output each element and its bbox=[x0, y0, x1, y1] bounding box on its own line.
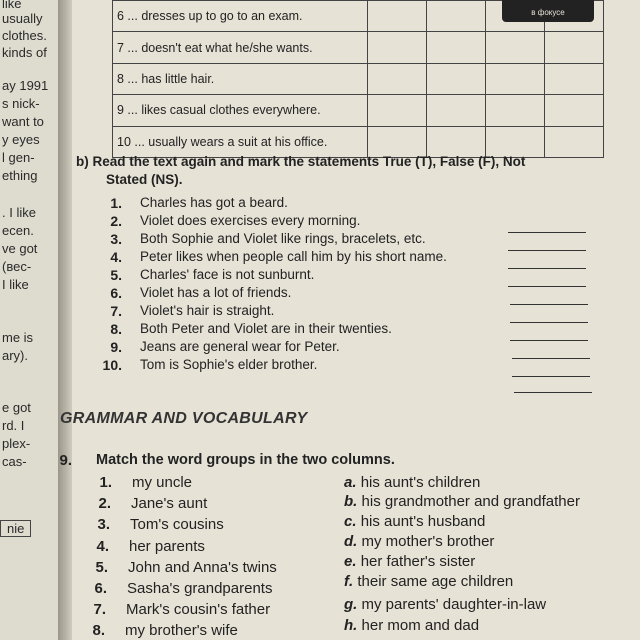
table-cell[interactable] bbox=[368, 95, 427, 126]
match-right-text: his grandmother and grandfather bbox=[361, 493, 580, 510]
answer-blank[interactable] bbox=[512, 376, 590, 377]
match-left-item: her parents bbox=[129, 538, 205, 555]
match-right-item bbox=[344, 553, 475, 570]
table-row-label: 6 ... dresses up to go to an exam. bbox=[113, 1, 368, 32]
table-cell[interactable] bbox=[545, 32, 604, 63]
match-letter: g. bbox=[344, 596, 358, 613]
left-fragment: want to bbox=[2, 114, 44, 129]
table-cell[interactable] bbox=[545, 63, 604, 94]
part-b-heading: b) Read the text again and mark the statements True (T), False (F), Not bbox=[76, 154, 526, 169]
match-letter: b. bbox=[344, 493, 358, 510]
statement-number: 9. bbox=[110, 339, 122, 355]
match-letter: c. bbox=[344, 513, 357, 530]
left-fragment: clothes. bbox=[2, 28, 47, 43]
table-cell[interactable] bbox=[486, 126, 545, 157]
left-fragment: ve got bbox=[2, 241, 38, 256]
match-right-text: his aunt's children bbox=[360, 474, 481, 491]
match-number: 1. bbox=[99, 474, 112, 491]
left-fragment: plex- bbox=[2, 436, 31, 451]
left-fragment: cas- bbox=[2, 454, 27, 469]
answer-blank[interactable] bbox=[508, 286, 586, 287]
statement-text: Charles has got a beard. bbox=[140, 195, 288, 210]
statement-text: Charles' face is not sunburnt. bbox=[140, 267, 315, 282]
match-left-item: my brother's wife bbox=[125, 622, 238, 639]
statement-text: Jeans are general wear for Peter. bbox=[140, 339, 340, 354]
left-fragment: . I like bbox=[2, 205, 36, 220]
table-cell[interactable] bbox=[427, 95, 486, 126]
answer-blank[interactable] bbox=[512, 358, 590, 359]
answer-blank[interactable] bbox=[510, 322, 588, 323]
table-cell[interactable] bbox=[368, 63, 427, 94]
answer-table bbox=[112, 0, 604, 158]
table-cell[interactable] bbox=[427, 126, 486, 157]
match-right-text: her mom and dad bbox=[361, 617, 480, 634]
left-fragment: l gen- bbox=[2, 150, 35, 165]
statement-text: Violet's hair is straight. bbox=[140, 303, 275, 318]
answer-blank[interactable] bbox=[510, 340, 588, 341]
match-right-item bbox=[344, 573, 513, 590]
match-left-item: Tom's cousins bbox=[130, 516, 224, 533]
table-row-label: 7 ... doesn't eat what he/she wants. bbox=[113, 32, 368, 63]
table-cell[interactable] bbox=[545, 126, 604, 157]
left-fragment: I like bbox=[2, 277, 29, 292]
table-cell[interactable] bbox=[368, 32, 427, 63]
match-number: 4. bbox=[96, 538, 109, 555]
section-title: GRAMMAR AND VOCABULARY bbox=[60, 410, 308, 427]
table-row-label: 9 ... likes casual clothes everywhere. bbox=[113, 95, 368, 126]
table-row-label: 8 ... has little hair. bbox=[113, 63, 368, 94]
left-fragment: rd. I bbox=[2, 418, 25, 433]
statement-text: Peter likes when people call him by his short name. bbox=[140, 249, 447, 264]
match-number: 7. bbox=[93, 601, 106, 618]
left-fragment: ething bbox=[2, 168, 38, 183]
match-right-item bbox=[344, 533, 494, 550]
left-fragment: y eyes bbox=[2, 132, 40, 147]
table-cell[interactable] bbox=[427, 32, 486, 63]
statement-text: Both Peter and Violet are in their twenties. bbox=[140, 321, 392, 336]
table-cell[interactable] bbox=[368, 1, 427, 32]
table-cell[interactable] bbox=[486, 63, 545, 94]
answer-blank[interactable] bbox=[508, 250, 586, 251]
table-cell[interactable] bbox=[545, 95, 604, 126]
match-right-text: her father's sister bbox=[360, 553, 476, 570]
match-letter: a. bbox=[344, 474, 357, 491]
left-fragment: me is bbox=[2, 330, 34, 345]
statement-number: 4. bbox=[110, 249, 122, 265]
table-cell[interactable] bbox=[427, 1, 486, 32]
match-right-item bbox=[344, 493, 580, 510]
match-right-text: their same age children bbox=[357, 573, 514, 590]
answer-blank[interactable] bbox=[514, 392, 592, 393]
answer-blank[interactable] bbox=[510, 304, 588, 305]
answer-blank[interactable] bbox=[508, 268, 586, 269]
match-right-text: my mother's brother bbox=[361, 533, 495, 550]
statement-text: Violet has a lot of friends. bbox=[140, 285, 292, 300]
match-letter: h. bbox=[344, 617, 358, 634]
match-left-item: Mark's cousin's father bbox=[126, 601, 271, 618]
statement-number: 2. bbox=[110, 213, 122, 229]
table-cell[interactable] bbox=[486, 95, 545, 126]
statement-number: 5. bbox=[110, 267, 122, 283]
match-letter: e. bbox=[344, 553, 357, 570]
match-number: 5. bbox=[95, 559, 108, 576]
exercise-number: 9. bbox=[59, 452, 72, 469]
match-right-text: my parents' daughter-in-law bbox=[361, 596, 547, 613]
statement-number: 1. bbox=[110, 195, 122, 211]
statement-number: 10. bbox=[102, 357, 122, 373]
match-letter: f. bbox=[344, 573, 354, 590]
left-fragment: nie bbox=[0, 520, 31, 537]
table-cell[interactable] bbox=[486, 32, 545, 63]
match-number: 8. bbox=[92, 622, 105, 639]
left-fragment: usually bbox=[2, 11, 43, 26]
statement-number: 6. bbox=[110, 285, 122, 301]
left-fragment: s nick- bbox=[2, 96, 40, 111]
match-right-item bbox=[344, 513, 485, 530]
exercise-instruction: Match the word groups in the two columns. bbox=[96, 452, 395, 468]
statement-text: Both Sophie and Violet like rings, bracelets, etc. bbox=[140, 231, 426, 246]
statement-number: 8. bbox=[110, 321, 122, 337]
table-cell[interactable] bbox=[368, 126, 427, 157]
match-number: 2. bbox=[98, 495, 111, 512]
match-number: 3. bbox=[97, 516, 110, 533]
previous-page-edge bbox=[0, 0, 58, 640]
match-left-item: my uncle bbox=[132, 474, 193, 491]
table-cell[interactable] bbox=[427, 63, 486, 94]
book-spine-shadow bbox=[58, 0, 72, 640]
statement-text: Tom is Sophie's elder brother. bbox=[140, 357, 318, 372]
match-letter: d. bbox=[344, 533, 358, 550]
left-fragment: kinds of bbox=[2, 45, 47, 60]
match-right-item bbox=[344, 474, 480, 491]
left-fragment: like bbox=[2, 0, 22, 11]
match-left-item: John and Anna's twins bbox=[128, 559, 277, 576]
statement-number: 7. bbox=[110, 303, 122, 319]
left-fragment: ay 1991 bbox=[2, 78, 49, 93]
statement-text: Violet does exercises every morning. bbox=[140, 213, 361, 228]
left-fragment: ecen. bbox=[2, 223, 34, 238]
answer-blank[interactable] bbox=[508, 232, 586, 233]
series-logo: в фокусе bbox=[502, 0, 594, 22]
match-right-item bbox=[344, 596, 546, 613]
left-fragment: (вес- bbox=[2, 259, 32, 274]
match-left-item: Jane's aunt bbox=[131, 495, 208, 512]
table-row-label: 10 ... usually wears a suit at his office. bbox=[113, 126, 368, 157]
match-number: 6. bbox=[94, 580, 107, 597]
left-fragment: e got bbox=[2, 400, 31, 415]
part-b-heading-cont: Stated (NS). bbox=[106, 172, 183, 187]
left-fragment: ary). bbox=[2, 348, 28, 363]
match-left-item: Sasha's grandparents bbox=[127, 580, 273, 597]
match-right-item bbox=[344, 617, 479, 634]
statement-number: 3. bbox=[110, 231, 122, 247]
match-right-text: his aunt's husband bbox=[360, 513, 486, 530]
